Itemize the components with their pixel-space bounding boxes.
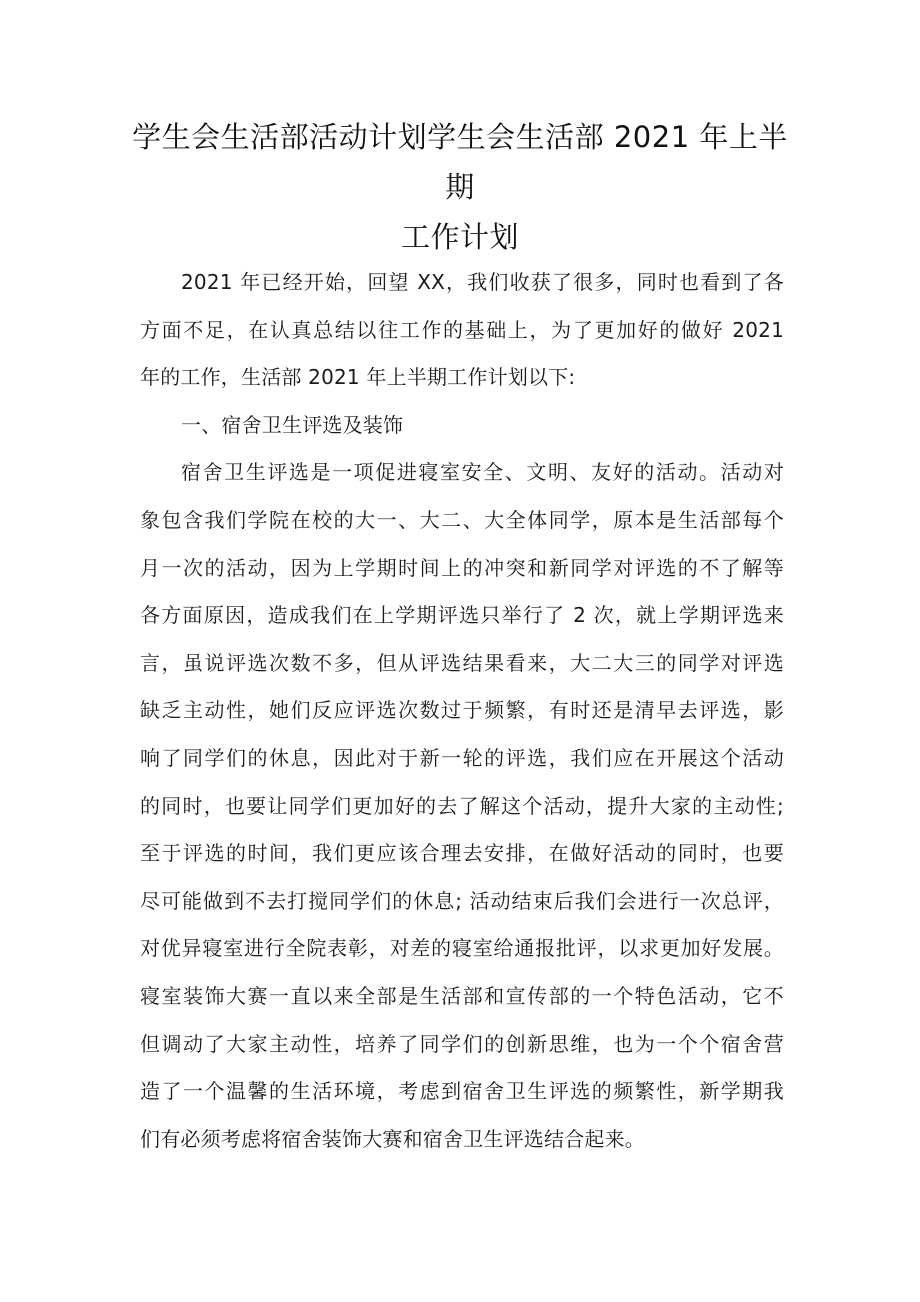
paragraph-line: 但调动了大家主动性，培养了同学们的创新思维，也为一个个宿舍营: [140, 1031, 784, 1056]
document-body: [140, 259, 784, 1163]
paragraph-line-indented: 2021 年已经开始，回望 XX，我们收获了很多，同时也看到了各: [181, 270, 784, 294]
paragraph-line: 尽可能做到不去打搅同学们的休息; 活动结束后我们会进行一次总评，: [140, 888, 784, 913]
paragraph-line: 们有必须考虑将宿舍装饰大赛和宿舍卫生评选结合起来。: [140, 1126, 645, 1151]
paragraph-line: 月一次的活动，因为上学期时间上的冲突和新同学对评选的不了解等: [140, 555, 784, 580]
title-line-2: 工作计划: [400, 220, 519, 254]
paragraph-line: 的同时，也要让同学们更加好的去了解这个活动，提升大家的主动性;: [140, 793, 784, 818]
paragraph-line: 造了一个温馨的生活环境，考虑到宿舍卫生评选的频繁性，新学期我: [140, 1079, 784, 1104]
paragraph-line: 各方面原因，造成我们在上学期评选只举行了 2 次，就上学期评选来: [140, 603, 784, 628]
paragraph-line-indented: 一、宿舍卫生评选及装饰: [181, 412, 404, 437]
paragraph-line: 响了同学们的休息，因此对于新一轮的评选，我们应在开展这个活动: [140, 745, 784, 770]
paragraph-line: 方面不足，在认真总结以往工作的基础上，为了更加好的做好 2021: [140, 317, 784, 342]
paragraph-line: 年的工作，生活部 2021 年上半期工作计划以下:: [140, 365, 576, 390]
paragraph-line: 言，虽说评选次数不多，但从评选结果看来，大二大三的同学对评选: [140, 650, 784, 675]
paragraph-line: 对优异寝室进行全院表彰，对差的寝室给通报批评，以求更加好发展。: [140, 936, 784, 961]
paragraph-line: 至于评选的时间，我们更应该合理去安排，在做好活动的同时，也要: [140, 841, 784, 866]
paragraph-line: 寝室装饰大赛一直以来全部是生活部和宣传部的一个特色活动，它不: [140, 983, 784, 1008]
document-title: [130, 112, 790, 262]
title-line-1: 学生会生活部活动计划学生会生活部 2021 年上半期: [132, 120, 788, 204]
paragraph-line: 象包含我们学院在校的大一、大二、大全体同学，原本是生活部每个: [140, 507, 784, 532]
paragraph-line: 缺乏主动性，她们反应评选次数过于频繁，有时还是清早去评选，影: [140, 698, 784, 723]
paragraph-line-indented: 宿舍卫生评选是一项促进寝室安全、文明、友好的活动。活动对: [181, 460, 784, 485]
